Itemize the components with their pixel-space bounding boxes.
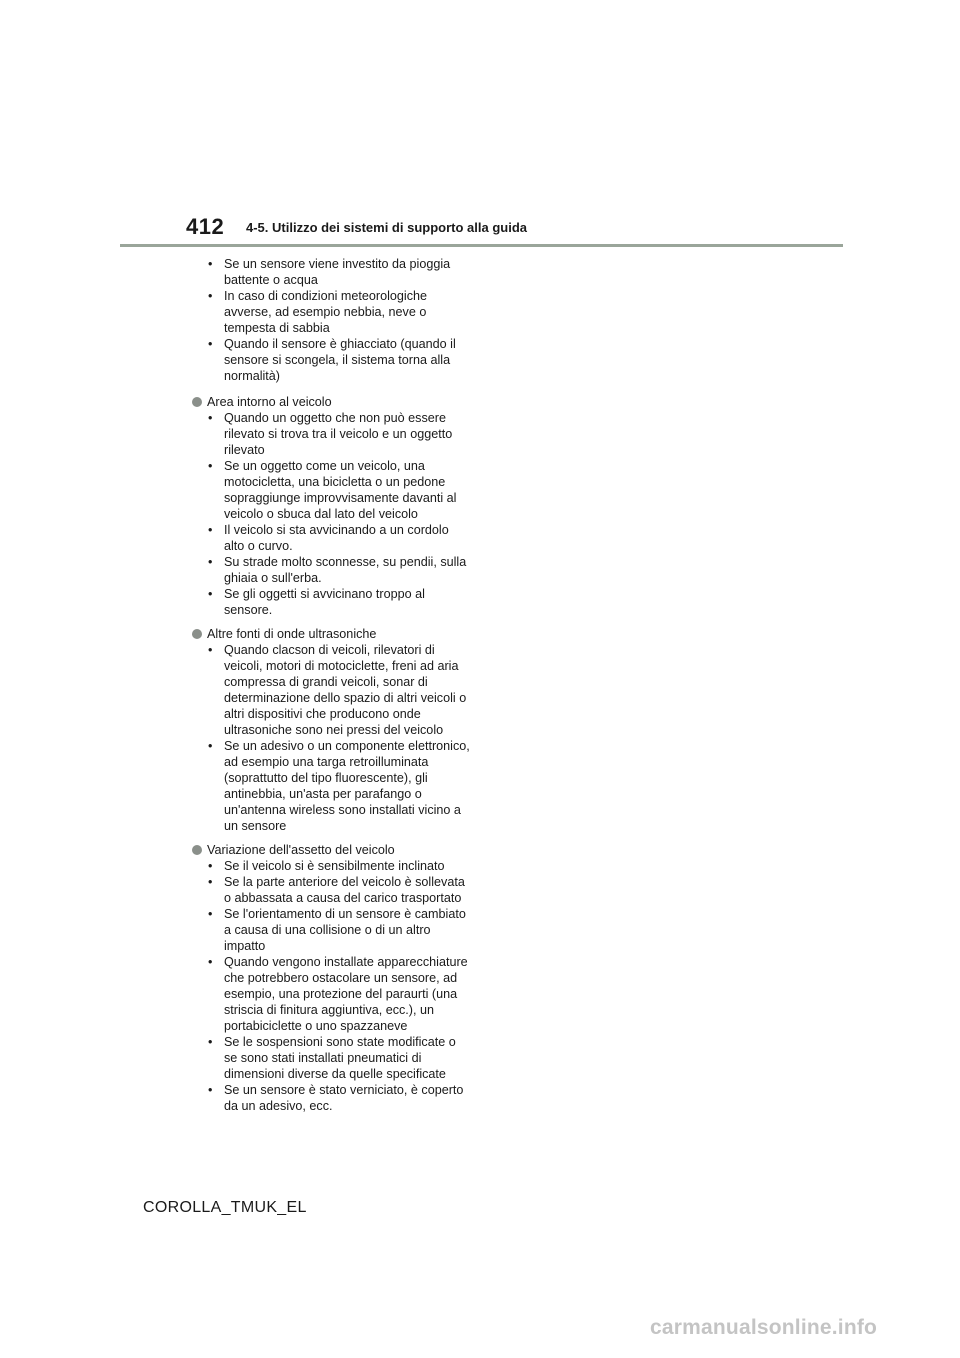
- list-item-text: In caso di condizioni meteorologiche avverse, ad esempio nebbia, neve o tempesta di sabbia: [224, 289, 428, 335]
- list-item-text: Se le sospensioni sono state modificate o se sono stati installati pneumatici di dimensioni diverse da quelle specificate: [224, 1035, 456, 1081]
- section-title: 4-5. Utilizzo dei sistemi di supporto alla guida: [246, 220, 527, 235]
- bullet-icon: •: [208, 1035, 213, 1049]
- list-item: [208, 586, 470, 618]
- circle-bullet-icon: [192, 845, 202, 855]
- bullet-icon: •: [208, 1083, 213, 1097]
- list-item: [208, 336, 470, 384]
- list-item-text: Quando un oggetto che non può essere rilevato si trova tra il veicolo e un oggetto rilevato: [224, 411, 453, 457]
- bullet-icon: •: [208, 411, 213, 425]
- circle-bullet-icon: [192, 629, 202, 639]
- list-item: [208, 1034, 470, 1082]
- list-item-text: Se un sensore è stato verniciato, è coperto da un adesivo, ecc.: [224, 1083, 464, 1113]
- group-altre-fonti: [208, 626, 470, 834]
- bullet-icon: •: [208, 859, 213, 873]
- list-item-text: Quando vengono installate apparecchiature che potrebbero ostacolare un sensore, ad esempio, una protezione del paraurti (una striscia di finitura aggiuntiva, ecc.), un portabiciclette o uno spazzaneve: [224, 955, 468, 1033]
- bullet-icon: •: [208, 907, 213, 921]
- group-list: [208, 410, 470, 618]
- bullet-icon: •: [208, 955, 213, 969]
- list-item-text: Se un oggetto come un veicolo, una motocicletta, una bicicletta o un pedone sopraggiunge improvvisamente davanti al veicolo o sbuca dal lato del veicolo: [224, 459, 457, 521]
- list-item-text: Se la parte anteriore del veicolo è sollevata o abbassata a causa del carico trasportato: [224, 875, 465, 905]
- list-item: [208, 874, 470, 906]
- group-heading-text: Altre fonti di onde ultrasoniche: [207, 627, 377, 641]
- bullet-icon: •: [208, 459, 213, 473]
- bullet-icon: •: [208, 875, 213, 889]
- list-item-text: Su strade molto sconnesse, su pendii, sulla ghiaia o sull'erba.: [224, 555, 467, 585]
- group-area-intorno: [208, 394, 470, 618]
- circle-bullet-icon: [192, 397, 202, 407]
- group-heading: [192, 842, 470, 858]
- group-list: [208, 858, 470, 1114]
- list-item: [208, 288, 470, 336]
- list-item: [208, 954, 470, 1034]
- list-item: [208, 522, 470, 554]
- list-item-text: Se l'orientamento di un sensore è cambiato a causa di una collisione o di un altro impatto: [224, 907, 466, 953]
- bullet-icon: •: [208, 523, 213, 537]
- list-item-text: Il veicolo si sta avvicinando a un cordolo alto o curvo.: [224, 523, 449, 553]
- bullet-icon: •: [208, 587, 213, 601]
- bullet-icon: •: [208, 337, 213, 351]
- group-heading: [192, 394, 470, 410]
- bullet-icon: •: [208, 257, 213, 271]
- list-item: [208, 410, 470, 458]
- list-item: [208, 906, 470, 954]
- bullet-icon: •: [208, 555, 213, 569]
- list-item-text: Quando il sensore è ghiacciato (quando il sensore si scongela, il sistema torna alla normalità): [224, 337, 456, 383]
- list-item: [208, 458, 470, 522]
- group-heading-text: Variazione dell'assetto del veicolo: [207, 843, 395, 857]
- header-rule: [120, 244, 843, 247]
- bullet-icon: •: [208, 289, 213, 303]
- bullet-icon: •: [208, 739, 213, 753]
- main-content: [208, 256, 470, 1122]
- list-item: [208, 738, 470, 834]
- list-item: [208, 1082, 470, 1114]
- group-variazione-assetto: [208, 842, 470, 1114]
- list-item: [208, 554, 470, 586]
- group-heading: [192, 626, 470, 642]
- list-item-text: Se gli oggetti si avvicinano troppo al sensore.: [224, 587, 425, 617]
- document-code: COROLLA_TMUK_EL: [143, 1199, 307, 1216]
- list-item-text: Se il veicolo si è sensibilmente inclinato: [224, 859, 445, 873]
- list-item-text: Quando clacson di veicoli, rilevatori di veicoli, motori di motociclette, freni ad aria compressa di grandi veicoli, sonar di determinazione dello spazio di altri veicoli o altri dispositivi che producono onde ultrasoniche sono nei pressi del veicolo: [224, 643, 467, 737]
- watermark[interactable]: carmanualsonline.info: [650, 1316, 878, 1339]
- page-number: 412: [186, 214, 225, 239]
- list-item-text: Se un sensore viene investito da pioggia battente o acqua: [224, 257, 451, 287]
- list-item: [208, 642, 470, 738]
- group-heading-text: Area intorno al veicolo: [207, 395, 332, 409]
- list-item-text: Se un adesivo o un componente elettronico, ad esempio una targa retroilluminata (soprattutto del tipo fluorescente), gli antinebbia, un'asta per parafango o un'antenna wireless sono installati vicino a un sensore: [224, 739, 470, 833]
- list-item: [208, 858, 470, 874]
- group-list: [208, 642, 470, 834]
- list-item: [208, 256, 470, 288]
- intro-list: [208, 256, 470, 384]
- bullet-icon: •: [208, 643, 213, 657]
